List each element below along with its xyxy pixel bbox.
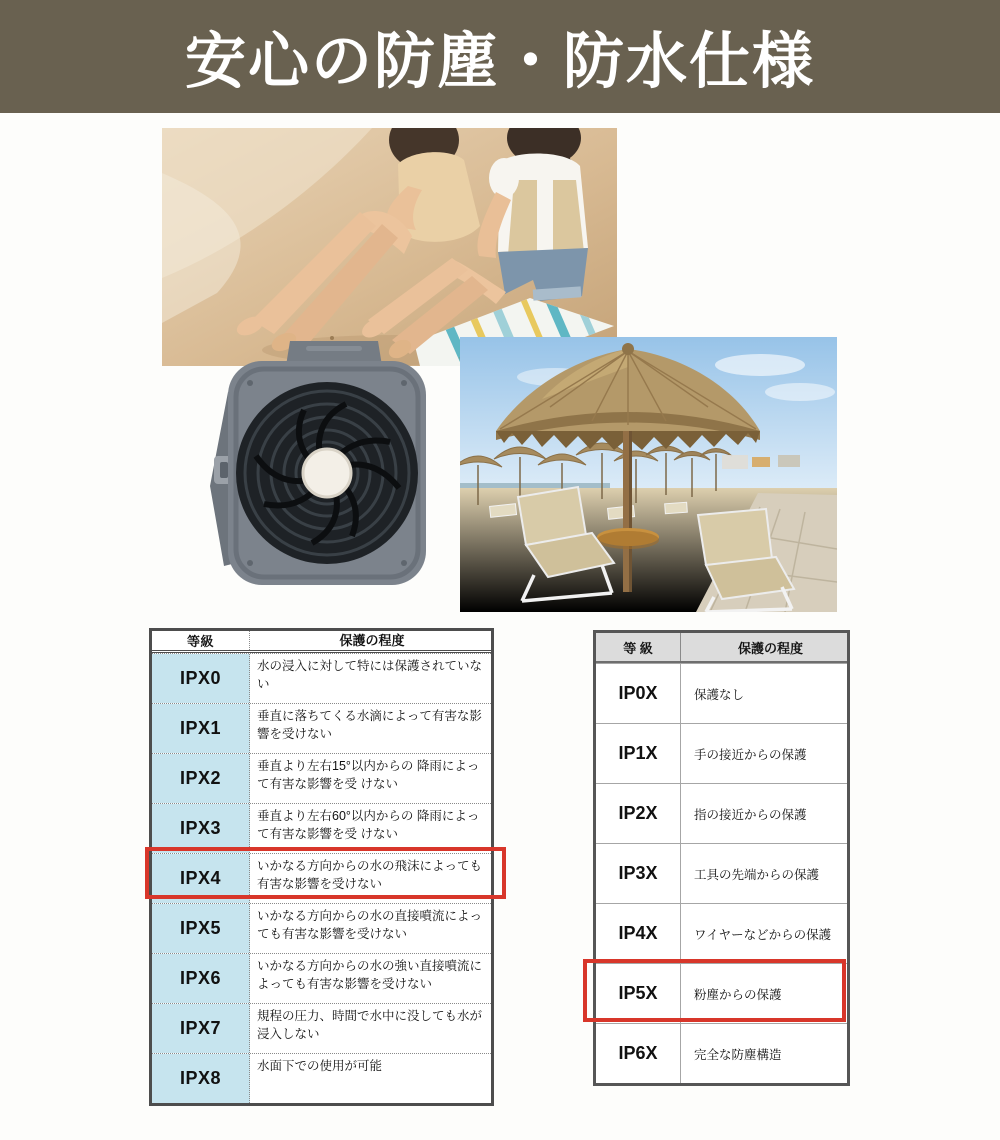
grade-cell: IPX6 xyxy=(152,954,250,1003)
grade-cell: IP3X xyxy=(596,844,681,903)
waterproof-rating-table xyxy=(149,628,494,1106)
page-title: 安心の防塵・防水仕様 xyxy=(184,27,815,95)
desc-cell: 水面下での使用が可能 xyxy=(257,1059,383,1073)
grade-cell: IPX4 xyxy=(152,854,250,903)
table-row xyxy=(596,903,847,963)
table-row xyxy=(152,953,491,1003)
fan-illustration xyxy=(194,338,436,600)
desc-cell: 工具の先端からの保護 xyxy=(694,867,820,882)
beach-umbrella-photo xyxy=(460,337,837,612)
table-row xyxy=(152,903,491,953)
header-banner xyxy=(0,0,1000,113)
portable-fan-photo xyxy=(194,338,436,600)
table-header-row xyxy=(152,631,491,653)
table-row-highlighted xyxy=(152,853,491,903)
desc-cell: 完全な防塵構造 xyxy=(694,1047,782,1062)
desc-cell: 保護なし xyxy=(694,687,745,702)
table-row xyxy=(152,1053,491,1103)
desc-cell: 規程の圧力、時間で水中に没しても水が浸入しない xyxy=(257,1009,483,1042)
table-row xyxy=(152,803,491,853)
table-row xyxy=(152,1003,491,1053)
desc-cell: いかなる方向からの水の強い直接噴流によっても有害な影響を受けない xyxy=(257,959,483,992)
desc-cell: いかなる方向からの水の直接噴流によっても有害な影響を受けない xyxy=(257,909,483,942)
grade-cell: IPX0 xyxy=(152,654,250,703)
grade-cell: IPX3 xyxy=(152,804,250,853)
desc-cell: いかなる方向からの水の飛沫によっても有害な影響を受けない xyxy=(257,859,483,892)
table-row xyxy=(152,753,491,803)
desc-cell: 水の浸入に対して特には保護されていない xyxy=(257,659,483,692)
desc-cell: ワイヤーなどからの保護 xyxy=(694,927,832,942)
header-grade: 等 級 xyxy=(596,633,681,661)
grade-cell: IP2X xyxy=(596,784,681,843)
table-row xyxy=(152,703,491,753)
table-row xyxy=(596,723,847,783)
grade-cell: IP0X xyxy=(596,664,681,723)
grade-cell: IP1X xyxy=(596,724,681,783)
table-row-highlighted xyxy=(596,963,847,1023)
table-row xyxy=(596,843,847,903)
table-header-row xyxy=(596,633,847,663)
grade-cell: IPX1 xyxy=(152,704,250,753)
beach-couple-illustration xyxy=(162,128,617,366)
table-row xyxy=(596,663,847,723)
grade-cell: IPX2 xyxy=(152,754,250,803)
desc-cell: 垂直に落ちてくる水滴によって有害な影響を受けない xyxy=(257,709,482,742)
header-desc: 保護の程度 xyxy=(737,640,803,656)
header-desc: 保護の程度 xyxy=(339,632,405,648)
cloud xyxy=(715,354,805,376)
grade-cell: IP4X xyxy=(596,904,681,963)
table-row xyxy=(152,653,491,703)
beach-umbrella-illustration xyxy=(460,337,837,612)
header-grade: 等級 xyxy=(152,631,250,650)
desc-cell: 粉塵からの保護 xyxy=(694,987,782,1002)
desc-cell: 垂直より左右15°以内からの 降雨によって有害な影響を受 けない xyxy=(257,759,480,792)
table-row xyxy=(596,783,847,843)
dustproof-rating-table xyxy=(593,630,850,1086)
desc-cell: 指の接近からの保護 xyxy=(694,807,807,822)
desc-cell: 垂直より左右60°以内からの 降雨によって有害な影響を受 けない xyxy=(257,809,480,842)
fan-grille xyxy=(236,382,418,564)
grade-cell: IPX7 xyxy=(152,1004,250,1053)
grade-cell: IPX5 xyxy=(152,904,250,953)
table-row xyxy=(596,1023,847,1083)
beach-couple-photo xyxy=(162,128,617,366)
grade-cell: IP6X xyxy=(596,1024,681,1083)
grade-cell: IPX8 xyxy=(152,1054,250,1103)
desc-cell: 手の接近からの保護 xyxy=(694,747,807,762)
grade-cell: IP5X xyxy=(596,964,681,1023)
